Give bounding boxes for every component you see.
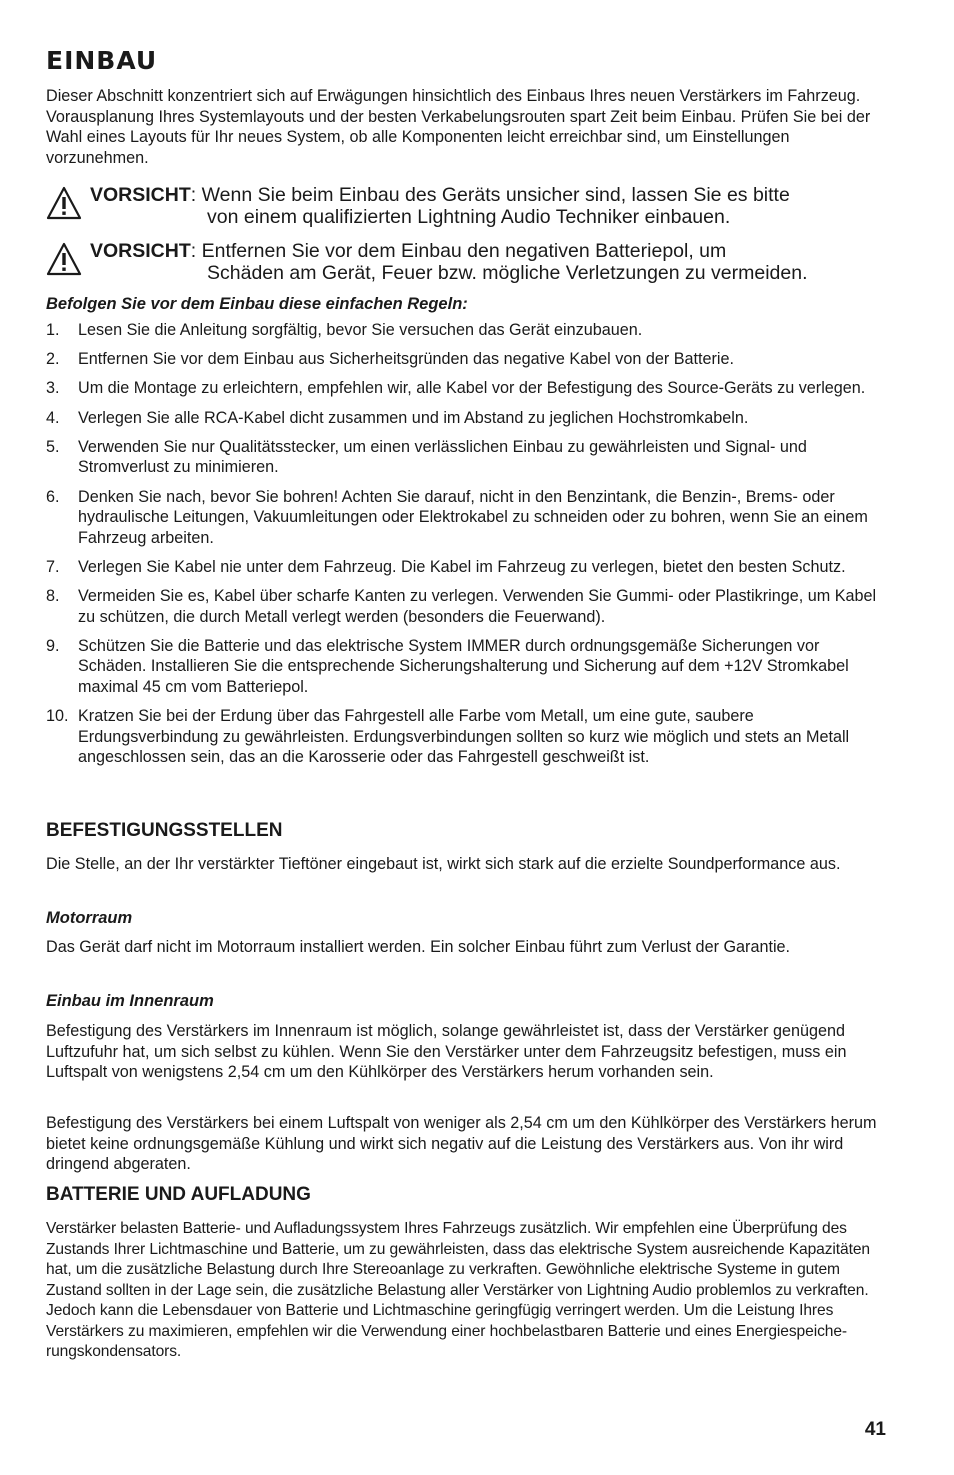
intro-paragraph: Dieser Abschnitt konzentriert sich auf Erwägungen hinsichtlich des Einbaus Ihres neuen Verstärkers im Fahrzeug. Vorausplanung Ihres Systemlayouts und der besten Verkabelungsrouten spart Zeit beim Einbau. Prüfen Sie bei der Wahl eines Layouts für Ihr neues System, ob alle Komponenten leicht erreichbar sind, um Einstellungen vorzunehmen.	[46, 87, 871, 167]
list-item-text: Denken Sie nach, bevor Sie bohren! Achten Sie darauf, nicht in den Benzintank, die Benzin-, Brems- oder hydraulische Leitungen, Vakuumleitungen oder Elektrokabel zu schneiden oder zu bohren, wenn Sie an einem Fahrzeug arbeiten.	[78, 487, 868, 547]
warning-triangle-icon	[46, 242, 82, 276]
list-item-text: Lesen Sie die Anleitung sorgfältig, bevor Sie versuchen das Gerät einzubauen.	[78, 321, 643, 339]
list-item-number: 3.	[46, 379, 60, 398]
list-item-text: Vermeiden Sie es, Kabel über scharfe Kanten zu verlegen. Verwenden Sie Gummi- oder Plastikringe, um Kabel zu schützen, die durch Metall verlegt werden (besonders die Feuerwand).	[78, 587, 877, 626]
list-item-number: 6.	[46, 487, 60, 506]
engine-bay-heading: Motorraum	[46, 909, 133, 927]
list-item-number: 1.	[46, 321, 60, 339]
interior-heading: Einbau im Innenraum	[46, 992, 214, 1010]
list-item-text: Verlegen Sie alle RCA-Kabel dicht zusammen und im Abstand zu jeglichen Hochstromkabeln.	[78, 408, 749, 427]
list-item-number: 5.	[46, 437, 60, 456]
list-item-number: 9.	[46, 636, 60, 655]
list-item-text: Schützen Sie die Batterie und das elektrische System IMMER durch ordnungsgemäße Sicherungen vor Schäden. Installieren Sie die entsprechende Sicherungshalterung und Sicherung auf dem +12V Stromkabel maximal 45 cm vom Batteriepol.	[78, 636, 849, 697]
list-item-number: 10.	[46, 707, 69, 726]
mounting-heading: BEFESTIGUNGSSTELLEN	[46, 820, 283, 841]
caution-text: : Entfernen Sie vor dem Einbau den negativen Batteriepol, um	[190, 240, 727, 262]
list-item	[46, 349, 886, 370]
list-item	[46, 320, 886, 341]
list-item-number: 8.	[46, 587, 60, 606]
list-item-text: Verwenden Sie nur Qualitätsstecker, um einen verlässlichen Einbau zu gewährleisten und Signal- und Stromverlust zu minimieren.	[78, 437, 807, 477]
battery-heading: BATTERIE UND AUFLADUNG	[46, 1184, 311, 1205]
list-item	[46, 636, 886, 698]
list-item	[46, 487, 886, 549]
list-item	[46, 437, 886, 478]
list-item	[46, 408, 886, 429]
mounting-intro: Die Stelle, an der Ihr verstärkter Tieftöner eingebaut ist, wirkt sich stark auf die erzielte Soundperformance aus.	[46, 855, 841, 873]
warning-triangle-icon	[46, 186, 82, 220]
caution-text: : Wenn Sie beim Einbau des Geräts unsicher sind, lassen Sie es bitte	[190, 184, 790, 206]
list-item-number: 7.	[46, 557, 60, 576]
list-item-text: Entfernen Sie vor dem Einbau aus Sicherheitsgründen das negative Kabel von der Batterie.	[78, 350, 735, 369]
caution-text-continued: von einem qualifizierten Lightning Audio Techniker einbauen.	[207, 206, 731, 228]
list-item-text: Verlegen Sie Kabel nie unter dem Fahrzeug. Die Kabel im Fahrzeug zu verlegen, bietet den besten Schutz.	[78, 557, 846, 576]
interior-text: Befestigung des Verstärkers im Innenraum ist möglich, solange gewährleistet ist, dass der Verstärker genügend Luftzufuhr hat, um sich selbst zu kühlen. Wenn Sie den Verstärker unter dem Fahrzeugsitz befestigen, muss ein Luftspalt von wenigstens 2,54 cm um den Kühlkörper des Verstärkers herum vorhanden sein.	[46, 1022, 847, 1082]
engine-bay-text: Das Gerät darf nicht im Motorraum installiert werden. Ein solcher Einbau führt zum Verlust der Garantie.	[46, 938, 791, 956]
rules-heading: Befolgen Sie vor dem Einbau diese einfachen Regeln:	[46, 295, 468, 313]
list-item	[46, 586, 886, 627]
list-item	[46, 706, 886, 768]
caution-text-continued: Schäden am Gerät, Feuer bzw. mögliche Verletzungen zu vermeiden.	[207, 262, 808, 284]
list-item-number: 2.	[46, 350, 60, 369]
list-item-text: Um die Montage zu erleichtern, empfehlen wir, alle Kabel vor der Befestigung des Source-Geräts zu verlegen.	[78, 379, 866, 398]
page-number: 41	[864, 1419, 886, 1440]
list-item	[46, 557, 886, 578]
battery-text: Verstärker belasten Batterie- und Aufladungssystem Ihres Fahrzeugs zusätzlich. Wir empfehlen eine Überprüfung des Zustands Ihrer Lichtmaschine und Batterie, um zu gewährleisten, dass das elektrische System ausreichende Kapazitäten hat, um die zusätzliche Belastung durch Ihre Stereoanlage zu verkraften. Gewöhnliche elektrische Systeme in gutem Zustand sollten in der Lage sein, die zusätzliche Belastung aller Verstärker von Lightning Audio problemlos zu verkraften. Jedoch kann die Lebensdauer von Batterie und Lichtmaschine geringfügig verringert werden. Um die Leistung Ihres Verstärkers zu maximieren, empfehlen wir die Verwendung einer hochbelastbaren Batterie und eines Energiespeiche-rungskondensators.	[46, 1220, 870, 1360]
caution-label: VORSICHT	[90, 184, 191, 206]
caution-label: VORSICHT	[90, 240, 191, 262]
list-item-number: 4.	[46, 408, 60, 427]
list-item	[46, 378, 886, 399]
interior-text-2: Befestigung des Verstärkers bei einem Luftspalt von weniger als 2,54 cm um den Kühlkörper des Verstärkers herum bietet keine ordnungsgemäße Kühlung und wirkt sich negativ auf die Leistung des Verstärkers aus. Von ihr wird dringend abgeraten.	[46, 1114, 877, 1174]
page-title: EINBAU	[46, 46, 158, 75]
rules-list	[46, 320, 886, 768]
list-item-text: Kratzen Sie bei der Erdung über das Fahrgestell alle Farbe vom Metall, um eine gute, saubere Erdungsverbindung zu gewährleisten. Erdungsverbindungen sollten so kurz wie möglich und stets an Metall angeschlossen sein, das an die Karosserie oder das Fahrgestell geschweißt ist.	[78, 707, 850, 767]
